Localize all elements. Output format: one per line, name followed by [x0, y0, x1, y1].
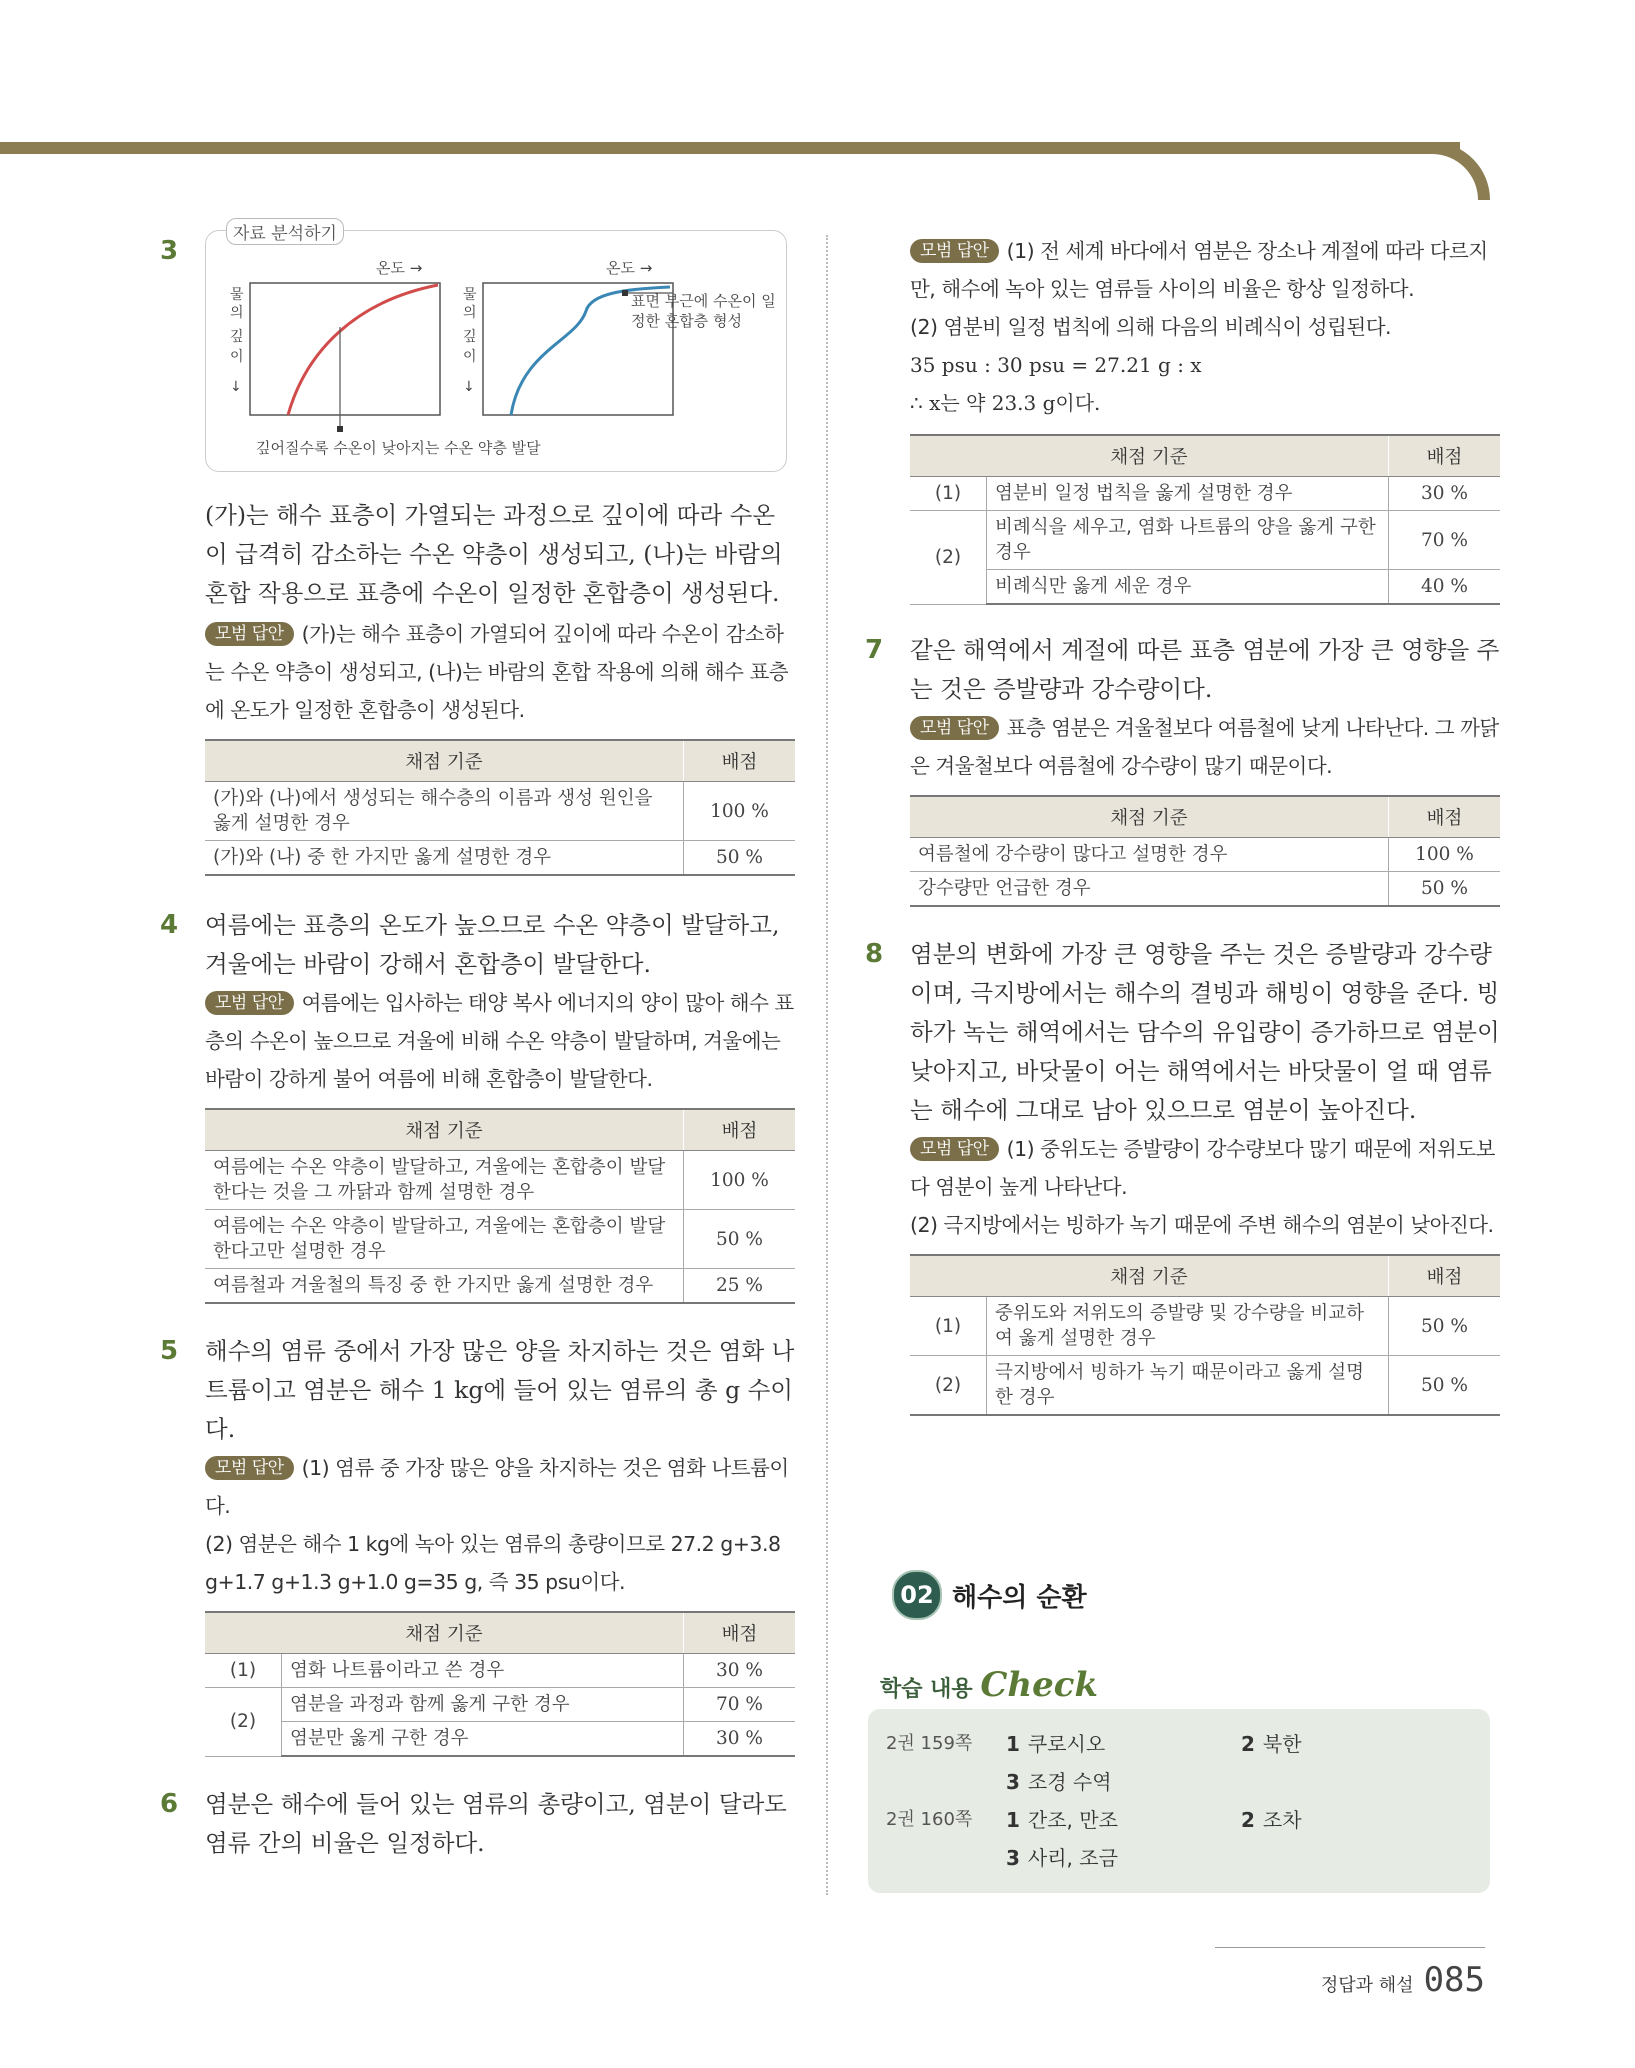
model-answer: [910, 709, 1500, 785]
model-answer-badge: 모범 답안: [205, 1456, 294, 1480]
list-item: 2권 160쪽 1 간조, 만조 2 조차: [886, 1808, 1302, 1832]
scoring-header: 채점 기준: [205, 740, 684, 782]
table-row: 여름에는 수온 약층이 발달하고, 겨울에는 혼합층이 발달한다는 것을 그 까닭과 함께 설명한 경우 100 %: [205, 1151, 795, 1210]
scoring-table: [205, 1611, 795, 1757]
model-answer-text: 여름에는 입사하는 태양 복사 에너지의 양이 많아 해수 표층의 수온이 높으므로 겨울에 비해 수온 약층이 발달하며, 겨울에는 바람이 강하게 불어 여름에 비해 혼합층이 발달한다.: [205, 991, 794, 1091]
scoring-header: 채점 기준: [910, 435, 1389, 477]
model-answer-badge: 모범 답안: [205, 991, 294, 1015]
explanation-text: (가)는 해수 표층이 가열되는 과정으로 깊이에 따라 수온이 급격히 감소하는 수온 약층이 생성되고, (나)는 바람의 혼합 작용으로 표층에 수온이 일정한 혼합층이 생성된다.: [205, 501, 783, 607]
table-row: (2) 염분을 과정과 함께 옳게 구한 경우 70 %: [205, 1688, 795, 1722]
check-logo: Check: [980, 1665, 1099, 1705]
analysis-figure: [205, 224, 787, 472]
svg-text:의: 의: [230, 305, 244, 321]
explanation-text: 같은 해역에서 계절에 따른 표층 염분에 가장 큰 영향을 주는 것은 증발량과 강수량이다.: [910, 636, 1500, 703]
explanation-text: 염분의 변화에 가장 큰 영향을 주는 것은 증발량과 강수량이며, 극지방에서는 해수의 결빙과 해빙이 영향을 준다. 빙하가 녹는 해역에서는 담수의 유입량이 증가하므로 염분이 낮아지고, 바닷물이 어는 해역에서는 바닷물이 얼 때 염류는 해수에 그대로 남아 있으므로 염분이 높아진다.: [910, 940, 1500, 1124]
scoring-table: [205, 739, 795, 876]
scoring-table: [205, 1108, 795, 1304]
points-header: 배점: [1389, 435, 1501, 477]
model-answer-text: 표층 염분은 겨울철보다 여름철에 낮게 나타난다. 그 까닭은 겨울철보다 여름철에 강수량이 많기 때문이다.: [910, 716, 1499, 778]
question-6: [160, 1785, 795, 1863]
section-title: 해수의 순환: [952, 1582, 1087, 1613]
svg-text:깊: 깊: [463, 329, 477, 345]
model-answer: [205, 1449, 795, 1525]
table-row: (1) 중위도와 저위도의 증발량 및 강수량을 비교하여 옳게 설명한 경우 50 %: [910, 1297, 1500, 1356]
temp-axis-label-b: 온도 →: [606, 259, 653, 277]
table-row: 여름철과 겨울철의 특징 중 한 가지만 옳게 설명한 경우 25 %: [205, 1269, 795, 1304]
scoring-header: 채점 기준: [910, 796, 1389, 838]
points-header: 배점: [684, 740, 796, 782]
graph-a-curve: [288, 285, 438, 415]
model-answer-badge: 모범 답안: [205, 622, 294, 646]
scoring-header: 채점 기준: [205, 1109, 684, 1151]
svg-text:물: 물: [230, 287, 244, 303]
graph-a-frame: [250, 283, 440, 415]
svg-text:물: 물: [463, 287, 477, 303]
model-answer-part2: (2) 염분은 해수 1 kg에 녹아 있는 염류의 총량이므로 27.2 g+3.8 g+1.7 g+1.3 g+1.0 g=35 g, 즉 35 psu이다.: [205, 1532, 781, 1594]
model-answer-text: (1) 염류 중 가장 많은 양을 차지하는 것은 염화 나트륨이다.: [205, 1456, 789, 1518]
top-rule: [0, 142, 1460, 154]
scoring-table: [910, 1254, 1500, 1416]
question-3: [160, 224, 795, 876]
question-8: [865, 935, 1500, 1416]
top-rule-curve: [1400, 142, 1490, 200]
figure-tag: 자료 분석하기: [226, 218, 344, 245]
table-row: 염분만 옳게 구한 경우 30 %: [205, 1722, 795, 1757]
question-number: 6: [160, 1789, 179, 1819]
table-row: (가)와 (나) 중 한 가지만 옳게 설명한 경우 50 %: [205, 841, 795, 876]
table-row: (2) 비례식을 세우고, 염화 나트륨의 양을 옳게 구한 경우 70 %: [910, 511, 1500, 570]
table-row: (1) 염분비 일정 법칙을 옳게 설명한 경우 30 %: [910, 477, 1500, 511]
footer-label: 정답과 해설: [1320, 1975, 1414, 1996]
check-answers-box: [868, 1709, 1490, 1893]
question-number: 7: [865, 635, 884, 665]
points-header: 배점: [684, 1612, 796, 1654]
svg-text:이: 이: [463, 349, 477, 365]
model-answer: [205, 615, 795, 729]
points-header: 배점: [684, 1109, 796, 1151]
question-number: 4: [160, 910, 179, 940]
table-row: 강수량만 언급한 경우 50 %: [910, 872, 1500, 907]
model-answer-part2: (2) 염분비 일정 법칙에 의해 다음의 비례식이 성립된다.: [910, 315, 1392, 339]
question-7: [865, 631, 1500, 907]
model-answer: [205, 984, 795, 1098]
table-row: (가)와 (나)에서 생성되는 해수층의 이름과 생성 원인을 옳게 설명한 경우 100 %: [205, 782, 795, 841]
right-column: [865, 232, 1500, 1416]
question-number: 8: [865, 939, 884, 969]
points-header: 배점: [1389, 796, 1501, 838]
points-header: 배점: [1389, 1255, 1501, 1297]
list-item: 3 사리, 조금: [1006, 1846, 1118, 1870]
list-item: 2권 159쪽 1 쿠로시오 2 북한: [886, 1732, 1302, 1756]
scoring-table: [910, 434, 1500, 605]
table-row: 여름에는 수온 약층이 발달하고, 겨울에는 혼합층이 발달한다고만 설명한 경우 50 %: [205, 1210, 795, 1269]
left-column: [160, 224, 795, 1863]
svg-text:이: 이: [230, 349, 244, 365]
question-5: [160, 1332, 795, 1757]
scoring-table: [910, 795, 1500, 907]
question-number: 5: [160, 1336, 179, 1366]
proportion-equation: 35 psu : 30 psu = 27.21 g : x: [910, 353, 1202, 377]
note-thermocline: 깊어질수록 수온이 낮아지는 수온 약층 발달: [256, 439, 541, 457]
svg-text:의: 의: [463, 305, 477, 321]
question-4: [160, 906, 795, 1304]
list-item: 3 조경 수역: [1006, 1770, 1112, 1794]
explanation-text: 여름에는 표층의 온도가 높으므로 수온 약층이 발달하고, 겨울에는 바람이 강해서 혼합층이 발달한다.: [205, 911, 780, 978]
model-answer: [910, 232, 1500, 308]
section-heading: [892, 1570, 1087, 1620]
model-answer-badge: 모범 답안: [910, 716, 999, 740]
page-footer: [1215, 1947, 1485, 2000]
table-row: 여름철에 강수량이 많다고 설명한 경우 100 %: [910, 838, 1500, 872]
model-answer-text: (가)는 해수 표층이 가열되어 깊이에 따라 수온이 감소하는 수온 약층이 생성되고, (나)는 바람의 혼합 작용에 의해 해수 표층에 온도가 일정한 혼합층이 생성된다.: [205, 622, 789, 722]
svg-text:깊: 깊: [230, 329, 244, 345]
model-answer-text: (1) 중위도는 증발량이 강수량보다 많기 때문에 저위도보다 염분이 높게 나타난다.: [910, 1137, 1495, 1199]
page-number: 085: [1423, 1960, 1485, 2000]
note-mixed-layer: 표면 부근에 수온이 일정한 혼합층 형성: [631, 292, 776, 330]
explanation-text: 해수의 염류 중에서 가장 많은 양을 차지하는 것은 염화 나트륨이고 염분은 해수 1 kg에 들어 있는 염류의 총 g 수이다.: [205, 1337, 795, 1443]
explanation-text: 염분은 해수에 들어 있는 염류의 총량이고, 염분이 달라도 염류 간의 비율은 일정하다.: [205, 1790, 787, 1857]
question-6-answer: [910, 232, 1500, 605]
scoring-header: 채점 기준: [205, 1612, 684, 1654]
svg-text:↓: ↓: [230, 379, 242, 395]
table-row: 비례식만 옳게 세운 경우 40 %: [910, 570, 1500, 605]
section-number-badge: 02: [892, 1570, 942, 1620]
equation-result: ∴ x는 약 23.3 g이다.: [910, 391, 1101, 415]
table-row: (2) 극지방에서 빙하가 녹기 때문이라고 옳게 설명한 경우 50 %: [910, 1356, 1500, 1416]
column-divider: [826, 235, 828, 1895]
svg-text:↓: ↓: [463, 379, 475, 395]
temp-axis-label-a: 온도 →: [376, 259, 423, 277]
scoring-header: 채점 기준: [910, 1255, 1389, 1297]
study-check: [868, 1665, 1490, 1893]
model-answer-badge: 모범 답안: [910, 1137, 999, 1161]
temperature-depth-graphs: [206, 231, 786, 471]
model-answer-part2: (2) 극지방에서는 빙하가 녹기 때문에 주변 해수의 염분이 낮아진다.: [910, 1213, 1494, 1237]
model-answer: [910, 1130, 1500, 1206]
model-answer-badge: 모범 답안: [910, 239, 999, 263]
table-row: (1) 염화 나트륨이라고 쓴 경우 30 %: [205, 1654, 795, 1688]
model-answer-text: (1) 전 세계 바다에서 염분은 장소나 계절에 따라 다르지만, 해수에 녹아 있는 염류들 사이의 비율은 항상 일정하다.: [910, 239, 1488, 301]
question-number: 3: [160, 236, 179, 266]
check-heading: 학습 내용 Check: [880, 1665, 1099, 1705]
